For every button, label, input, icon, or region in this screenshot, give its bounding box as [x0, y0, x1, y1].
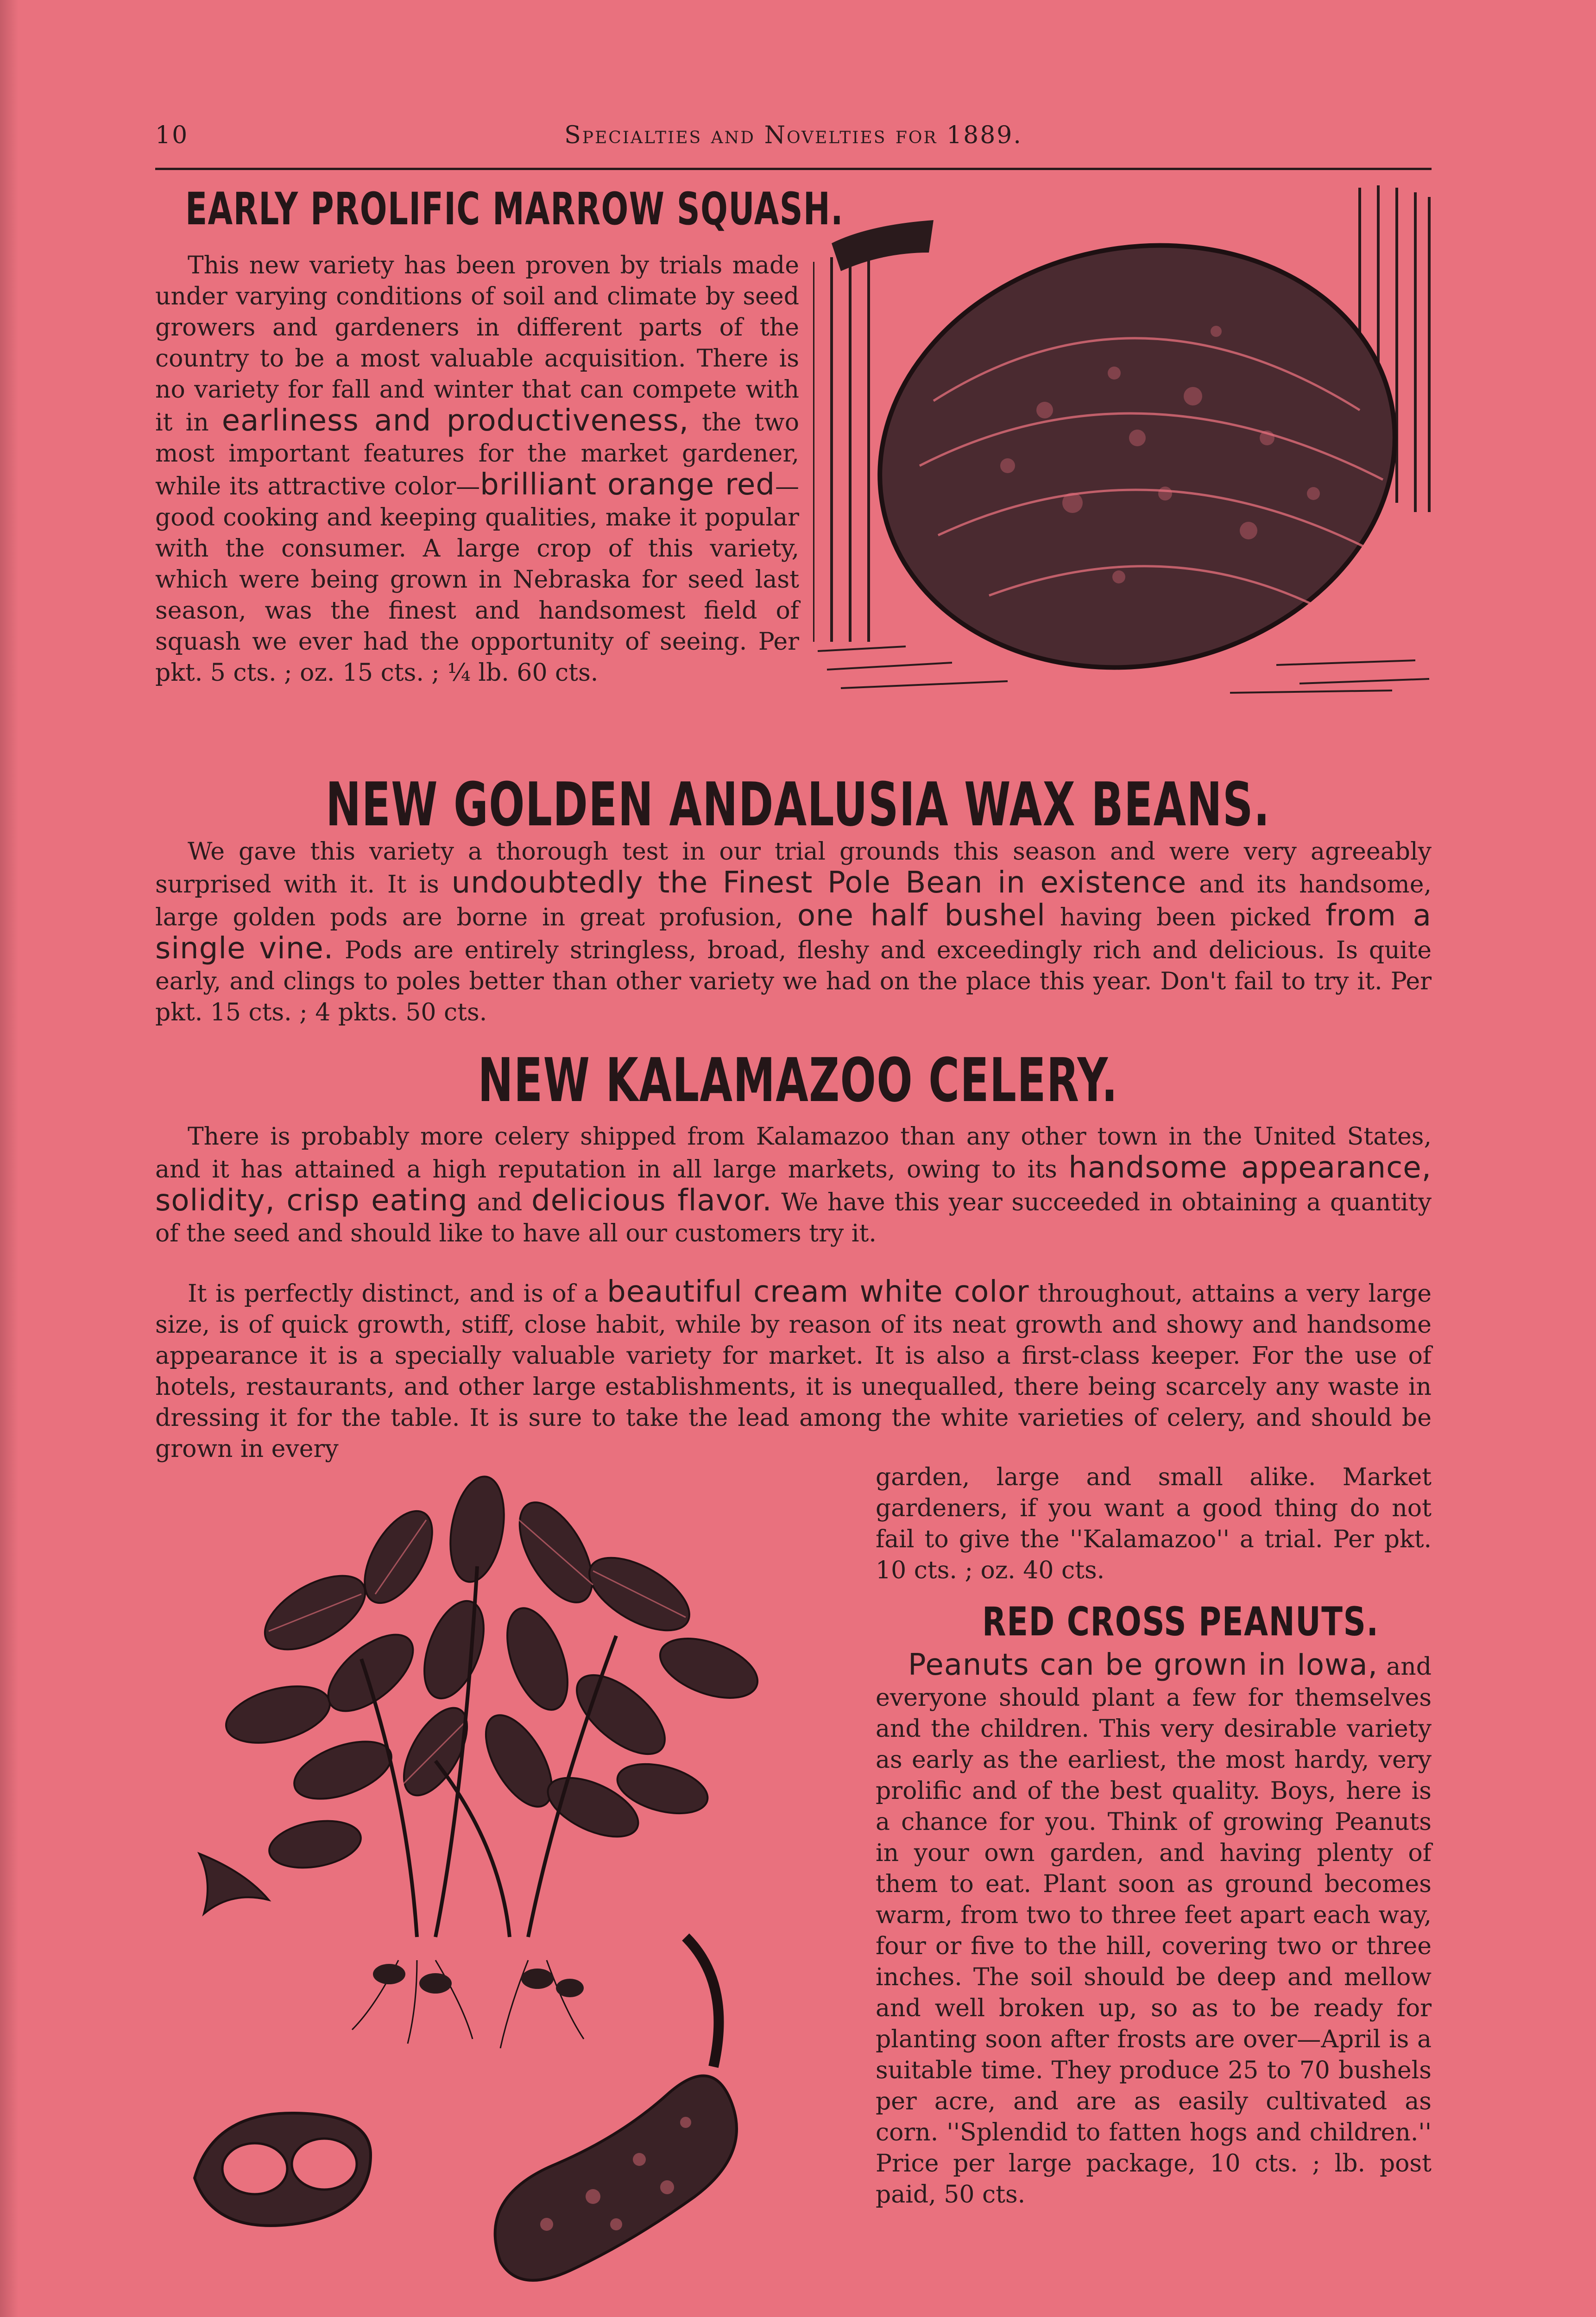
peanuts-text: and everyone should plant a few for themselves and the children. This very desirable variety as early as the earliest, the most hardy, very prolific and of the best quality. Boys, here is a chance for you. Think of growing Peanuts in your own garden, and having plenty of them to eat. Plant soon as ground becomes warm, from two to three feet apart each way, four or five to the hill, covering two or three inches. The soil should be deep and mellow and well broken up, so as to be ready for planting soon after frosts are over—April is a suitable time. They produce 25 to 70 bushels per acre, and are as easily cultivated as corn. ''Splendid to fatten hogs and children.'' Price per large package, 10 cts. ; lb. post paid, 50 cts.	[876, 1653, 1432, 2209]
page-title: Specialties and Novelties for 1889.	[564, 121, 1022, 149]
celery-paragraph-3: garden, large and small alike. Market gardeners, if you want a good thing do not fail to give the ''Kalamazoo'' a trial. Per pkt. 10 cts. ; oz. 40 cts.	[876, 1463, 1432, 1584]
squash-text-c: —good cooking and keeping qualities, make it popular with the consumer. A large crop of this variety, which were being grown in Nebraska for seed last season, was the finest and handsomest field of squash we ever had the opportunity of seeing.	[155, 473, 800, 656]
celery-p1-text-a: There is probably more celery shipped from Kalamazoo than any other town in the United States, and it has attained a high reputation in all large markets, owing to its	[155, 1123, 1432, 1184]
celery-paragraph-1	[155, 1121, 1432, 1249]
squash-illustration	[813, 178, 1432, 707]
squash-emphasis-a: earliness and productiveness,	[221, 404, 689, 438]
running-head	[155, 121, 1432, 154]
peanuts-description	[876, 1650, 1432, 2210]
page-number: 10	[155, 121, 189, 149]
celery-p1-text-b: and	[477, 1189, 523, 1216]
header-rule	[155, 168, 1432, 170]
celery-p1-emphasis-a: handsome appearance, solidity, crisp eating	[155, 1151, 1432, 1218]
celery-p2-emphasis: beautiful cream white color	[607, 1275, 1029, 1309]
beans-heading: NEW GOLDEN ANDALUSIA WAX BEANS.	[326, 769, 1270, 840]
page-edge-shadow	[0, 0, 19, 2317]
squash-drawing	[813, 178, 1432, 707]
beans-emphasis-a: undoubtedly the Finest Pole Bean in existence	[451, 866, 1187, 900]
beans-text-d: Pods are entirely stringless, broad, fleshy and exceedingly rich and delicious. Is quite early, and clings to poles better than other variety we had on the place this year. Don't fail to try it. Per pkt. 15 cts. ; 4 pkts. 50 cts.	[155, 937, 1432, 1026]
beans-description	[155, 836, 1432, 1028]
celery-p2-text-b: throughout, attains a very large size, is of quick growth, stiff, close habit, while by reason of its neat growth and showy and handsome appearance it is a specially valuable variety for market. It is also a first-class keeper. For the use of hotels, restaurants, and other large establishments, it is unequalled, there being scarcely any waste in dressing it for the table. It is sure to take the lead among the white varieties of celery, and should be grown in every	[155, 1280, 1432, 1463]
peanut-drawing	[176, 1474, 862, 2308]
peanuts-heading: RED CROSS PEANUTS.	[982, 1599, 1379, 1645]
squash-text-b: the two most important features for the market gardener, while its attractive color—	[155, 409, 799, 500]
celery-p2-text-a: It is perfectly distinct, and is of a	[188, 1280, 599, 1308]
squash-price: Per pkt. 5 cts. ; oz. 15 cts. ; ¼ lb. 60 cts.	[155, 628, 799, 687]
beans-text-b: and its handsome, large golden pods are borne in great profusion,	[155, 871, 1432, 931]
squash-emphasis-b: brilliant orange red	[480, 468, 776, 502]
celery-p1-emphasis-b: delicious flavor.	[531, 1184, 772, 1218]
peanuts-emphasis: Peanuts can be grown in Iowa,	[908, 1648, 1378, 1682]
celery-paragraph-2	[155, 1277, 1432, 1465]
celery-p1-text-c: We have this year succeeded in obtaining a quantity of the seed and should like to have all our customers try it.	[155, 1189, 1432, 1247]
beans-emphasis-b: one half bushel	[797, 899, 1046, 933]
beans-text-a: We gave this variety a thorough test in our trial grounds this season and were very agreeably surprised with it. It is	[155, 838, 1432, 899]
celery-heading: NEW KALAMAZOO CELERY.	[478, 1045, 1118, 1115]
squash-description	[155, 250, 799, 689]
beans-emphasis-c: from a single vine.	[155, 899, 1432, 966]
beans-text-c: having been picked	[1060, 904, 1312, 931]
peanut-illustration	[176, 1474, 862, 2308]
squash-heading: EARLY PROLIFIC MARROW SQUASH.	[185, 183, 844, 235]
squash-text-a: This new variety has been proven by trials made under varying conditions of soil and climate by seed growers and gardeners in different parts of the country to be a most valuable acquisition. There is no variety for fall and winter that can compete with it in	[155, 252, 799, 437]
